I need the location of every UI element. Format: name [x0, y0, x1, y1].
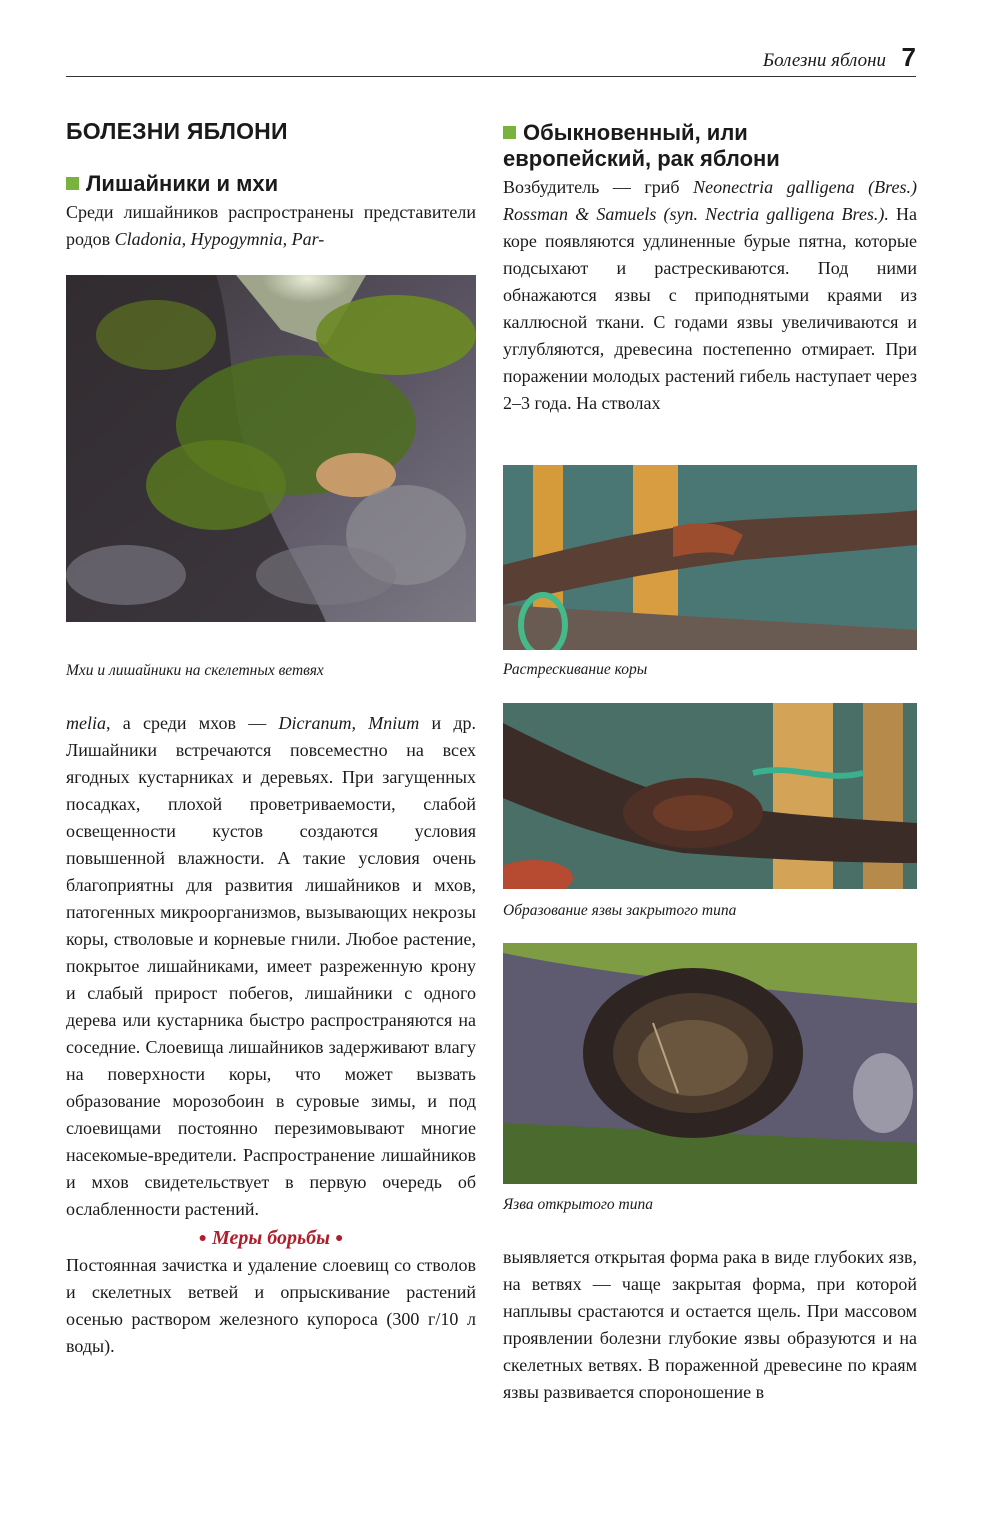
- measures-title: Меры борьбы: [212, 1227, 330, 1249]
- lichens-body-text-2: и др. Лишайники встречаются повсеместно на всех ягодных кустарниках и деревьях. При загущенных посадках, плохой проветриваемости, слабой освещенности кустов создаются условия повышенной влажности. А такие условия очень благоприятны для развития лишайников и мхов, патогенных микроорганизмов, вызывающих некрозы коры, стволовые и корневые гнили. Любое растение, покрытое лишайниками, имеет разреженную крону и слабый прирост побегов, лишайники с одного дерева или кустарника быстро распространяются на соседние. Слоевища лишайников задерживают влагу на поверхности коры, что может вызвать образование морозобоин в суровые зимы, и под слоевищами постоянно перезимовывают многие насекомые-вредители. Распространение лишайников и мхов свидетельствует в первую очередь об ослабленности растений.: [66, 713, 476, 1219]
- header-rule: [66, 76, 916, 77]
- left-column: [66, 110, 476, 253]
- photo-bark-cracking: [503, 465, 917, 650]
- bullet-icon: ●: [334, 1231, 344, 1246]
- lichens-body: [66, 710, 476, 1223]
- canker-pathogen-name: Neonectria galligena (Bres.) Rossman & Samuels (syn. Nectria galligena Bres.).: [503, 177, 917, 224]
- running-header: [66, 40, 916, 80]
- lichens-intro-text: Среди лишайников распространены представители родов: [66, 202, 476, 249]
- bark-cracking-image: [503, 465, 917, 650]
- running-header-title: Болезни яблони: [762, 50, 886, 71]
- canker-intro: [503, 174, 917, 417]
- caption-moss-lichens: Мхи и лишайники на скелетных ветвях: [66, 662, 324, 679]
- canker-continuation: [503, 1244, 917, 1406]
- caption-closed-canker: Образование язвы закрытого типа: [503, 902, 737, 919]
- canker-body-2: выявляется открытая форма рака в виде глубоких язв, на ветвях — чаще закрытая форма, при которой наплывы срастаются и остается щель. При массовом проявлении болезни глубокие язвы образуются и на скелетных ветвях. В пораженной древесине по краям язвы развивается спороношение в: [503, 1247, 917, 1402]
- photo-open-canker: [503, 943, 917, 1184]
- green-square-icon: [503, 126, 516, 139]
- page-number: 7: [901, 42, 916, 72]
- moss-genera: Dicranum, Mnium: [278, 713, 420, 733]
- subheading-canker-line2: европейский, рак яблони: [503, 146, 780, 171]
- measures-heading: [66, 1227, 476, 1250]
- caption-bark-cracking: Растрескивание коры: [503, 661, 648, 678]
- measures-text: Постоянная зачистка и удаление слоевищ со стволов и скелетных ветвей и опрыскивание растений осенью раствором железного купороса (300 г/10 л воды).: [66, 1255, 476, 1356]
- lichens-intro: [66, 199, 476, 253]
- subheading-lichens-text: Лишайники и мхи: [86, 171, 279, 196]
- open-canker-image: [503, 943, 917, 1184]
- lichens-continuation: [66, 710, 476, 1360]
- lichens-body-text-1: , а среди мхов —: [106, 713, 279, 733]
- section-title: БОЛЕЗНИ ЯБЛОНИ: [66, 118, 288, 144]
- genus-parmelia: melia: [66, 713, 106, 733]
- photo-closed-canker: [503, 703, 917, 889]
- canker-intro-text-c: На коре появляются удлиненные бурые пятна, которые подсыхают и растрескиваются. Под ними обнажаются язвы с приподнятыми краями из каллюсной ткани. С годами язвы увеличиваются и углубляются, древесина постепенно отмирает. При поражении молодых растений гибель наступает через 2–3 года. На стволах: [503, 204, 917, 413]
- right-column: [503, 110, 917, 417]
- bullet-icon: ●: [198, 1231, 208, 1246]
- green-square-icon: [66, 177, 79, 190]
- canker-intro-text-a: Возбудитель — гриб: [503, 177, 694, 197]
- lichens-intro-genera: Cladonia, Hypogymnia, Par-: [114, 229, 325, 249]
- closed-canker-image: [503, 703, 917, 889]
- subheading-canker-line1: Обыкновенный, или: [523, 120, 748, 145]
- moss-lichens-image: [66, 275, 476, 622]
- photo-moss-lichens: [66, 275, 476, 622]
- subheading-lichens: [66, 171, 476, 197]
- caption-open-canker: Язва открытого типа: [503, 1196, 653, 1213]
- subheading-canker: [503, 120, 917, 172]
